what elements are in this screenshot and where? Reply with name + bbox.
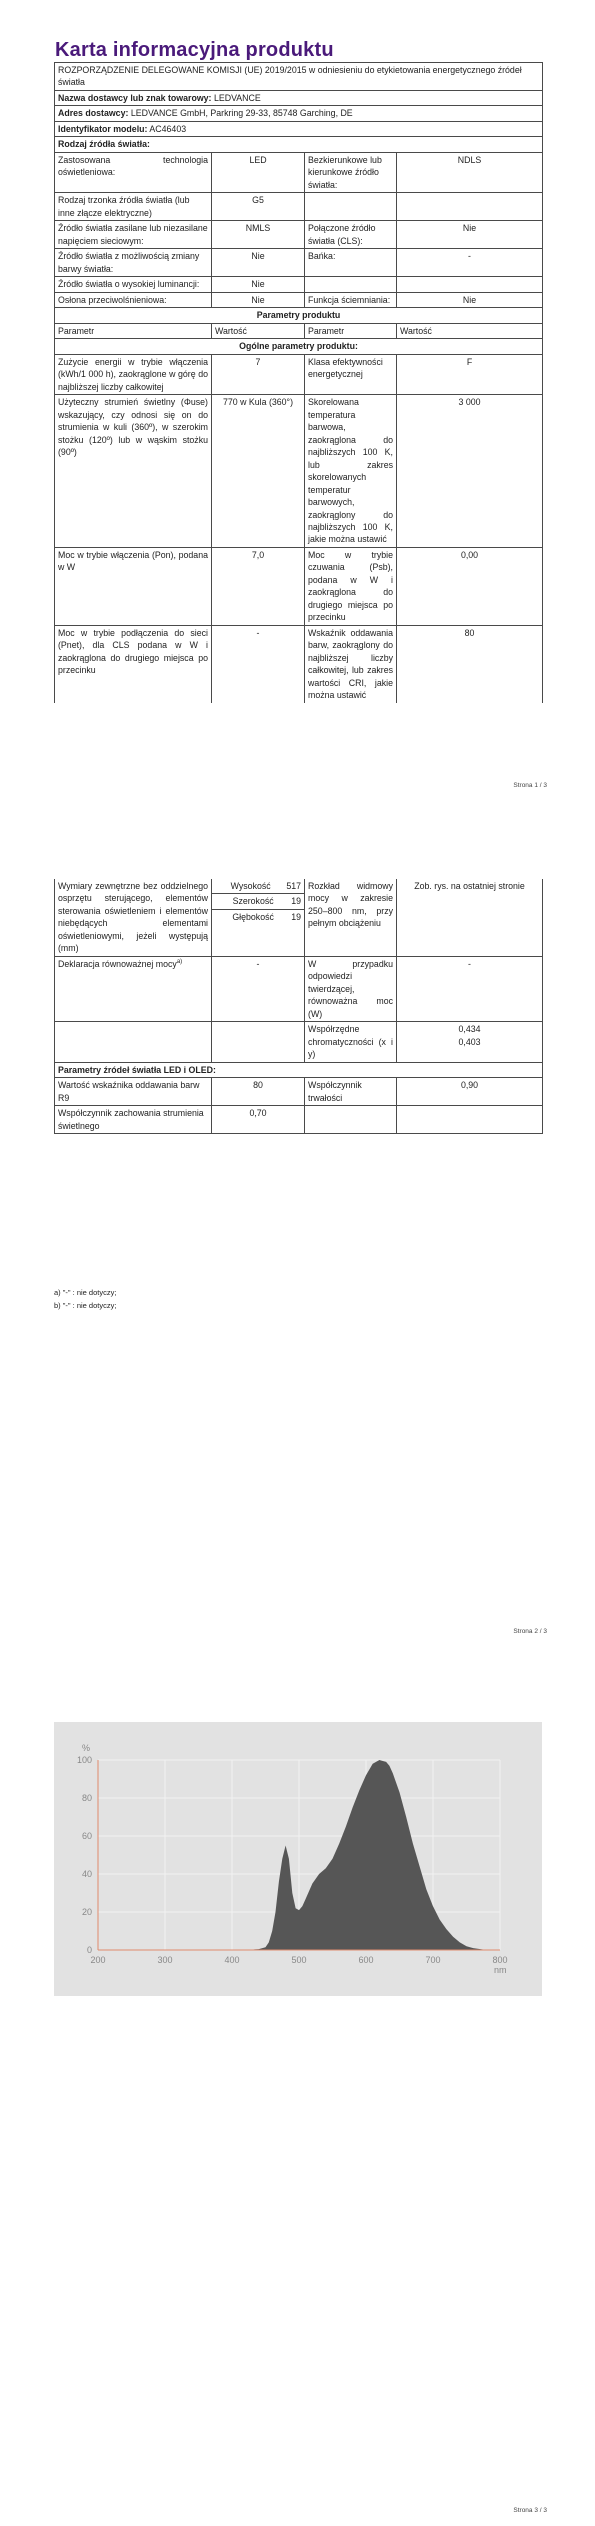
y-tick-label: 40 — [81, 1869, 92, 1879]
x-tick-label: 400 — [224, 1955, 240, 1965]
dimming-label: Funkcja ściemniania: — [305, 292, 397, 307]
product-params-header: Parametry produktu — [55, 308, 543, 323]
energy-consumption-value: 7 — [212, 354, 305, 394]
cap-type-value: G5 — [212, 193, 305, 221]
y-tick-label: 80 — [81, 1793, 92, 1803]
dims-label: Wymiary zewnętrzne bez oddzielnego osprzętu sterującego, elementów sterowania oświetleniem i elementów niebędących elementami oświetleniowymi, jeżeli występują (mm) — [55, 879, 212, 956]
network-power-label: Moc w trybie podłączenia do sieci (Pnet), dla CLS podana w W i zaokrąglona do drugiego miejsca po przecinku — [55, 625, 212, 702]
standby-power-value: 0,00 — [397, 547, 543, 625]
x-tick-label: 200 — [90, 1955, 106, 1965]
network-power-value: - — [212, 625, 305, 702]
y-tick-label: 20 — [81, 1907, 92, 1917]
product-info-table-cont — [54, 879, 543, 1134]
envelope-label: Bańka: — [305, 249, 397, 277]
source-type-header: Rodzaj źródła światła: — [55, 137, 543, 152]
x-tick-label: 500 — [291, 1955, 307, 1965]
page-title: Karta informacyjna produktu — [55, 39, 334, 61]
page-number-2: Strona 2 / 3 — [513, 1628, 547, 1635]
col-header-param: Parametr — [55, 323, 212, 338]
col-header-param-2: Parametr — [305, 323, 397, 338]
equivalent-power-value: - — [212, 956, 305, 1021]
cct-label: Skorelowana temperatura barwowa, zaokrąglona do najbliższych 100 K, lub zakres skorelowanych temperatur barwowych, zaokrąglony do najbliższych 100 K, jakie można ustawić — [305, 395, 397, 548]
equivalent-power-label: Deklaracja równoważnej mocy$^{a)}$ — [55, 956, 212, 1021]
high-luminance-label: Źródło światła o wysokiej luminancji: — [55, 277, 212, 292]
x-tick-label: 300 — [157, 1955, 173, 1965]
directional-label: Bezkierunkowe lub kierunkowe źródło światła: — [305, 152, 397, 192]
luminous-flux-label: Użyteczny strumień świetlny (Φuse) wskazujący, czy odnosi się on do strumienia w kuli (360º), w szerokim stożku (120º) lub w wąskim stożku (90º) — [55, 395, 212, 548]
cri-label: Wskaźnik oddawania barw, zaokrąglony do najbliższej liczby całkowitej, lub zakres wartości CRI, jakie można ustawić — [305, 625, 397, 702]
general-params-header: Ogólne parametry produktu: — [55, 339, 543, 354]
anti-glare-label: Osłona przeciwolśnieniowa: — [55, 292, 212, 307]
survival-value: 0,90 — [397, 1078, 543, 1106]
chromaticity-value: 0,434 0,403 — [397, 1022, 543, 1062]
footnotes — [54, 1286, 116, 1312]
page-3 — [0, 1692, 595, 2526]
y-tick-label: 100 — [76, 1755, 92, 1765]
regulation-text: ROZPORZĄDZENIE DELEGOWANE KOMISJI (UE) 2019/2015 w odniesieniu do etykietowania energetycznego źródeł światła — [55, 63, 543, 91]
col-header-value-2: Wartość — [397, 323, 543, 338]
spd-value: Zob. rys. na ostatniej stronie — [397, 879, 543, 956]
cri-value: 80 — [397, 625, 543, 702]
dims-depth: Głębokość 19 — [232, 911, 302, 922]
cct-value: 3 000 — [397, 395, 543, 548]
on-mode-power-value: 7,0 — [212, 547, 305, 625]
chromaticity-label: Współrzędne chromatyczności (x i y) — [305, 1022, 397, 1062]
page-number-3: Strona 3 / 3 — [513, 2507, 547, 2514]
y-tick-label: 0 — [86, 1945, 92, 1955]
standby-power-label: Moc w trybie czuwania (Psb), podana w W i zaokrąglona do drugiego miejsca po przecinku — [305, 547, 397, 625]
directional-value: NDLS — [397, 152, 543, 192]
anti-glare-value: Nie — [212, 292, 305, 307]
tunable-label: Źródło światła z możliwością zmiany barwy światła: — [55, 249, 212, 277]
page-1 — [0, 0, 595, 800]
x-tick-label: 600 — [358, 1955, 374, 1965]
high-luminance-value: Nie — [212, 277, 305, 292]
lumen-maintenance-label: Współczynnik zachowania strumienia świetlnego — [55, 1106, 212, 1134]
r9-value: 80 — [212, 1078, 305, 1106]
address-row: Adres dostawcy: LEDVANCE GmbH, Parkring 29-33, 85748 Garching, DE — [55, 106, 543, 121]
cls-value: Nie — [397, 221, 543, 249]
spectral-chart — [54, 1722, 542, 1996]
footnote-b: b) "-" : nie dotyczy; — [54, 1301, 117, 1310]
spectrum-area — [232, 1760, 487, 1950]
x-axis-label: nm — [494, 1965, 507, 1975]
lumen-maintenance-value: 0,70 — [212, 1106, 305, 1134]
model-row: Identyfikator modelu: AC46403 — [55, 121, 543, 136]
cap-type-label: Rodzaj trzonka źródła światła (lub inne złącze elektryczne) — [55, 193, 212, 221]
dimming-value: Nie — [397, 292, 543, 307]
dims-width: Szerokość 19 — [212, 894, 304, 909]
product-info-table — [54, 62, 543, 703]
page-number-1: Strona 1 / 3 — [513, 782, 547, 789]
led-params-header: Parametry źródeł światła LED i OLED: — [55, 1062, 543, 1077]
spectral-chart-svg — [54, 1722, 542, 1996]
x-tick-label: 700 — [425, 1955, 441, 1965]
luminous-flux-value: 770 w Kula (360°) — [212, 395, 305, 548]
footnote-a: a) "-" : nie dotyczy; — [54, 1288, 117, 1297]
page-2 — [0, 846, 595, 1646]
dims-values — [212, 879, 305, 956]
y-tick-label: 60 — [81, 1831, 92, 1841]
dims-height: Wysokość 517 — [212, 879, 304, 894]
spd-label: Rozkład widmowy mocy w zakresie 250–800 nm, przy pełnym obciążeniu — [305, 879, 397, 956]
x-tick-label: 800 — [492, 1955, 508, 1965]
equivalent-power-detail-value: - — [397, 956, 543, 1021]
r9-label: Wartość wskaźnika oddawania barw R9 — [55, 1078, 212, 1106]
envelope-value: - — [397, 249, 543, 277]
equivalent-power-detail-label: W przypadku odpowiedzi twierdzącej, równoważna moc (W) — [305, 956, 397, 1021]
on-mode-power-label: Moc w trybie włączenia (Pon), podana w W — [55, 547, 212, 625]
energy-consumption-label: Zużycie energii w trybie włączenia (kWh/1 000 h), zaokrąglone w górę do najbliższej liczby całkowitej — [55, 354, 212, 394]
survival-label: Współczynnik trwałości — [305, 1078, 397, 1106]
mains-value: NMLS — [212, 221, 305, 249]
mains-label: Źródło światła zasilane lub niezasilane napięciem sieciowym: — [55, 221, 212, 249]
y-axis-label: % — [82, 1743, 91, 1753]
supplier-row: Nazwa dostawcy lub znak towarowy: LEDVANCE — [55, 90, 543, 105]
tunable-value: Nie — [212, 249, 305, 277]
col-header-value: Wartość — [212, 323, 305, 338]
energy-class-value: F — [397, 354, 543, 394]
energy-class-label: Klasa efektywności energetycznej — [305, 354, 397, 394]
cls-label: Połączone źródło światła (CLS): — [305, 221, 397, 249]
technology-value: LED — [212, 152, 305, 192]
technology-label: Zastosowana technologia oświetleniowa: — [55, 152, 212, 192]
